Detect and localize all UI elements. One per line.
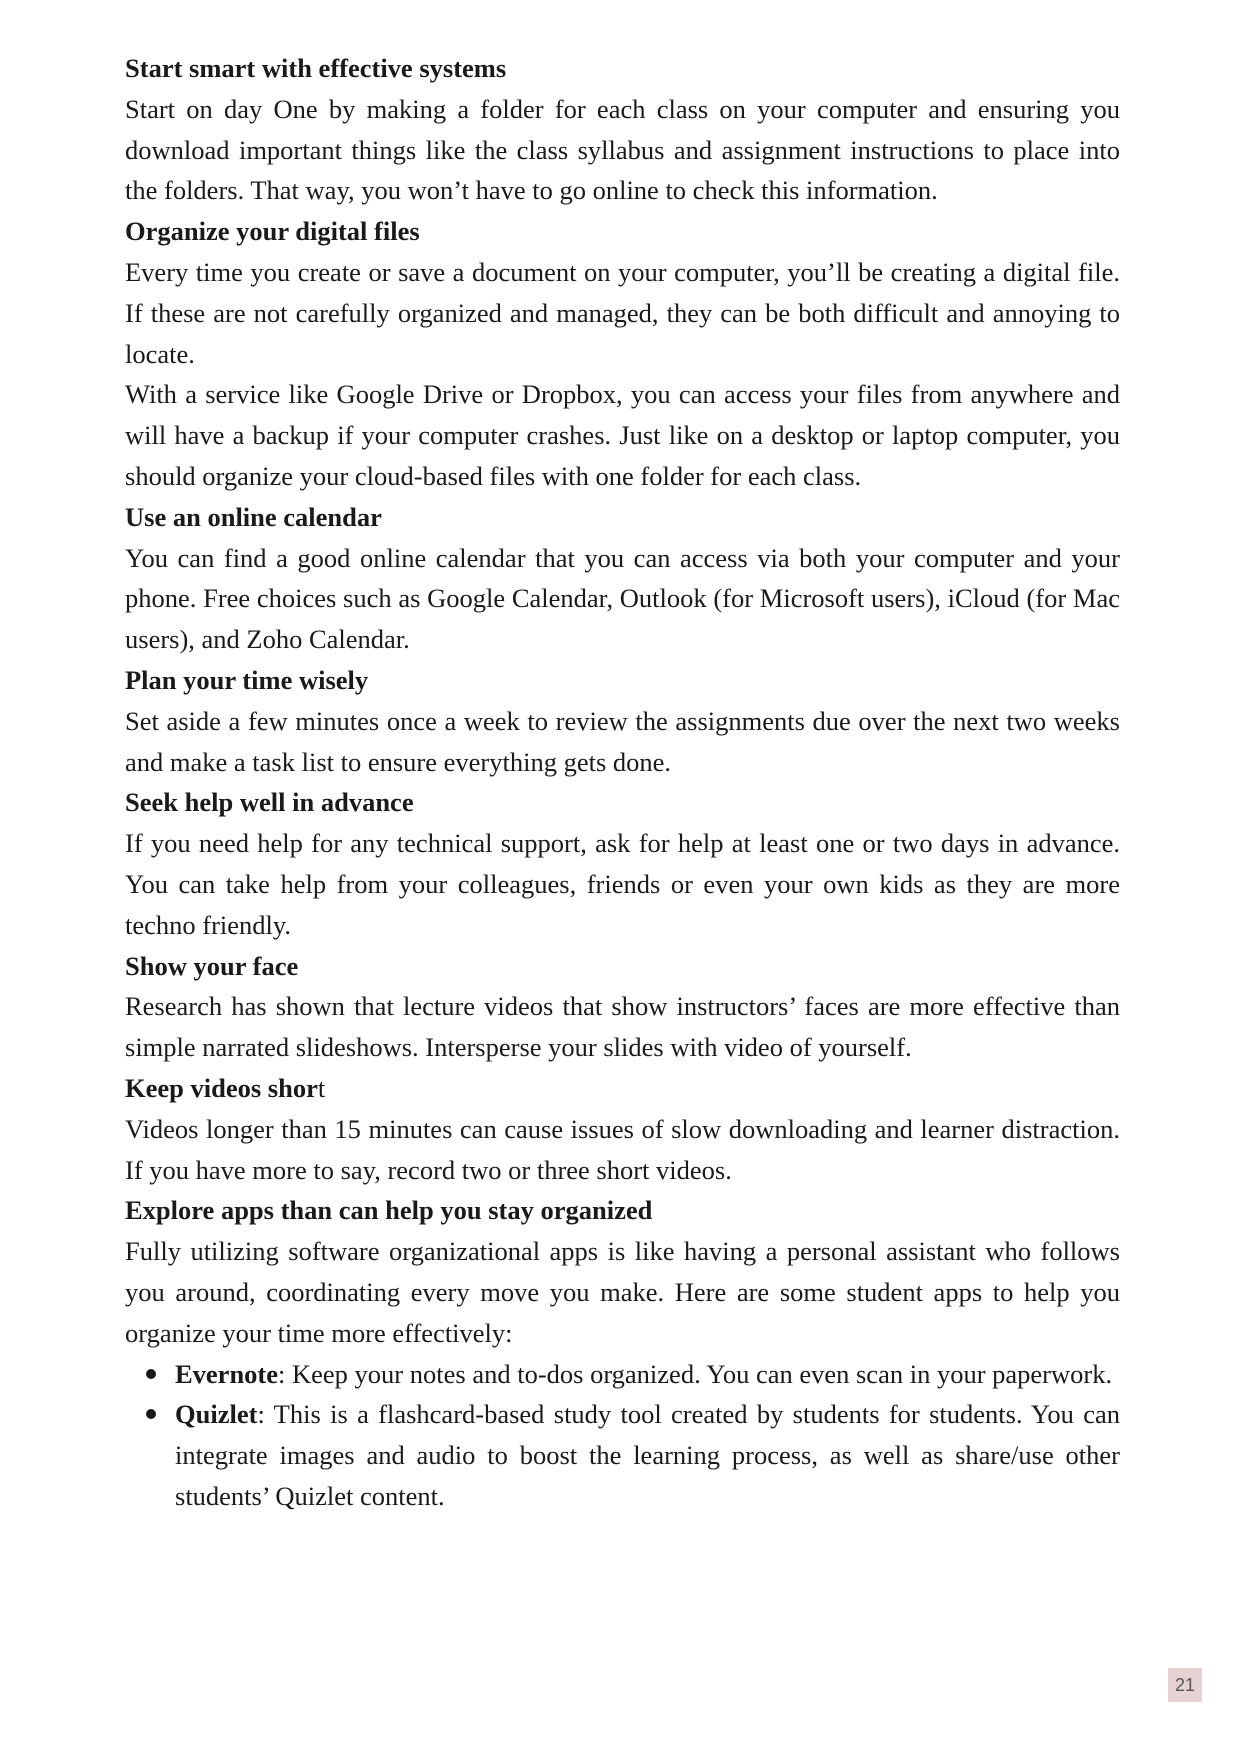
section-heading: Show your face: [125, 950, 299, 981]
app-name: Quizlet: [175, 1399, 258, 1430]
section-heading: Organize your digital files: [125, 216, 420, 247]
section-heading: Explore apps than can help you stay organized: [125, 1195, 653, 1226]
list-item: [125, 1354, 1120, 1395]
section-heading: Use an online calendar: [125, 501, 382, 532]
section-heading: Plan your time wisely: [125, 664, 369, 695]
bullet-icon: [146, 1409, 156, 1419]
bullet-icon: [146, 1369, 156, 1379]
section-paragraph: Fully utilizing software organizational apps is like having a personal assistant who follows you around, coordinating every move you make. Here are some student apps to help you organize your time more effectively:: [125, 1236, 1120, 1348]
app-description: : This is a flashcard-based study tool created by students for students. You can integrate images and audio to boost the learning process, as well as share/use other students’ Quizlet content.: [175, 1399, 1120, 1511]
section-heading: [125, 1068, 1120, 1109]
section-heading-bold: Keep videos shor: [125, 1072, 318, 1103]
document-body: [125, 48, 1120, 1517]
section-heading: Start smart with effective systems: [125, 53, 507, 83]
section-paragraph: With a service like Google Drive or Dropbox, you can access your files from anywhere and will have a backup if your computer crashes. Just like on a desktop or laptop computer, you should organize your cloud-based files with one folder for each class.: [125, 379, 1120, 491]
section-heading-tail: t: [317, 1072, 326, 1103]
section-paragraph: Start on day One by making a folder for each class on your computer and ensuring you download important things like the class syllabus and assignment instructions to place into the folders. That way, you won’t have to go online to check this information.: [125, 93, 1120, 206]
section-paragraph: If you need help for any technical support, ask for help at least one or two days in advance. You can take help from your colleagues, friends or even your own kids as they are more techno friendly.: [125, 828, 1120, 940]
section-paragraph: Videos longer than 15 minutes can cause issues of slow downloading and learner distraction. If you have more to say, record two or three short videos.: [125, 1113, 1120, 1185]
page-number: 21: [1168, 1668, 1202, 1702]
section-paragraph: Every time you create or save a document on your computer, you’ll be creating a digital file. If these are not carefully organized and managed, they can be both difficult and annoying to locate.: [125, 256, 1120, 369]
section-paragraph: You can find a good online calendar that you can access via both your computer and your phone. Free choices such as Google Calendar, Outlook (for Microsoft users), iCloud (for Mac users), and Zoho Calendar.: [125, 542, 1120, 655]
app-description: : Keep your notes and to-dos organized. You can even scan in your paperwork.: [278, 1358, 1113, 1389]
app-list: [125, 1354, 1120, 1517]
section-paragraph: Research has shown that lecture videos that show instructors’ faces are more effective than simple narrated slideshows. Intersperse your slides with video of yourself.: [125, 991, 1120, 1063]
section-heading: Seek help well in advance: [125, 787, 414, 818]
list-item: [125, 1394, 1120, 1516]
app-name: Evernote: [175, 1358, 279, 1389]
section-paragraph: Set aside a few minutes once a week to review the assignments due over the next two weeks and make a task list to ensure everything gets done.: [125, 705, 1120, 777]
